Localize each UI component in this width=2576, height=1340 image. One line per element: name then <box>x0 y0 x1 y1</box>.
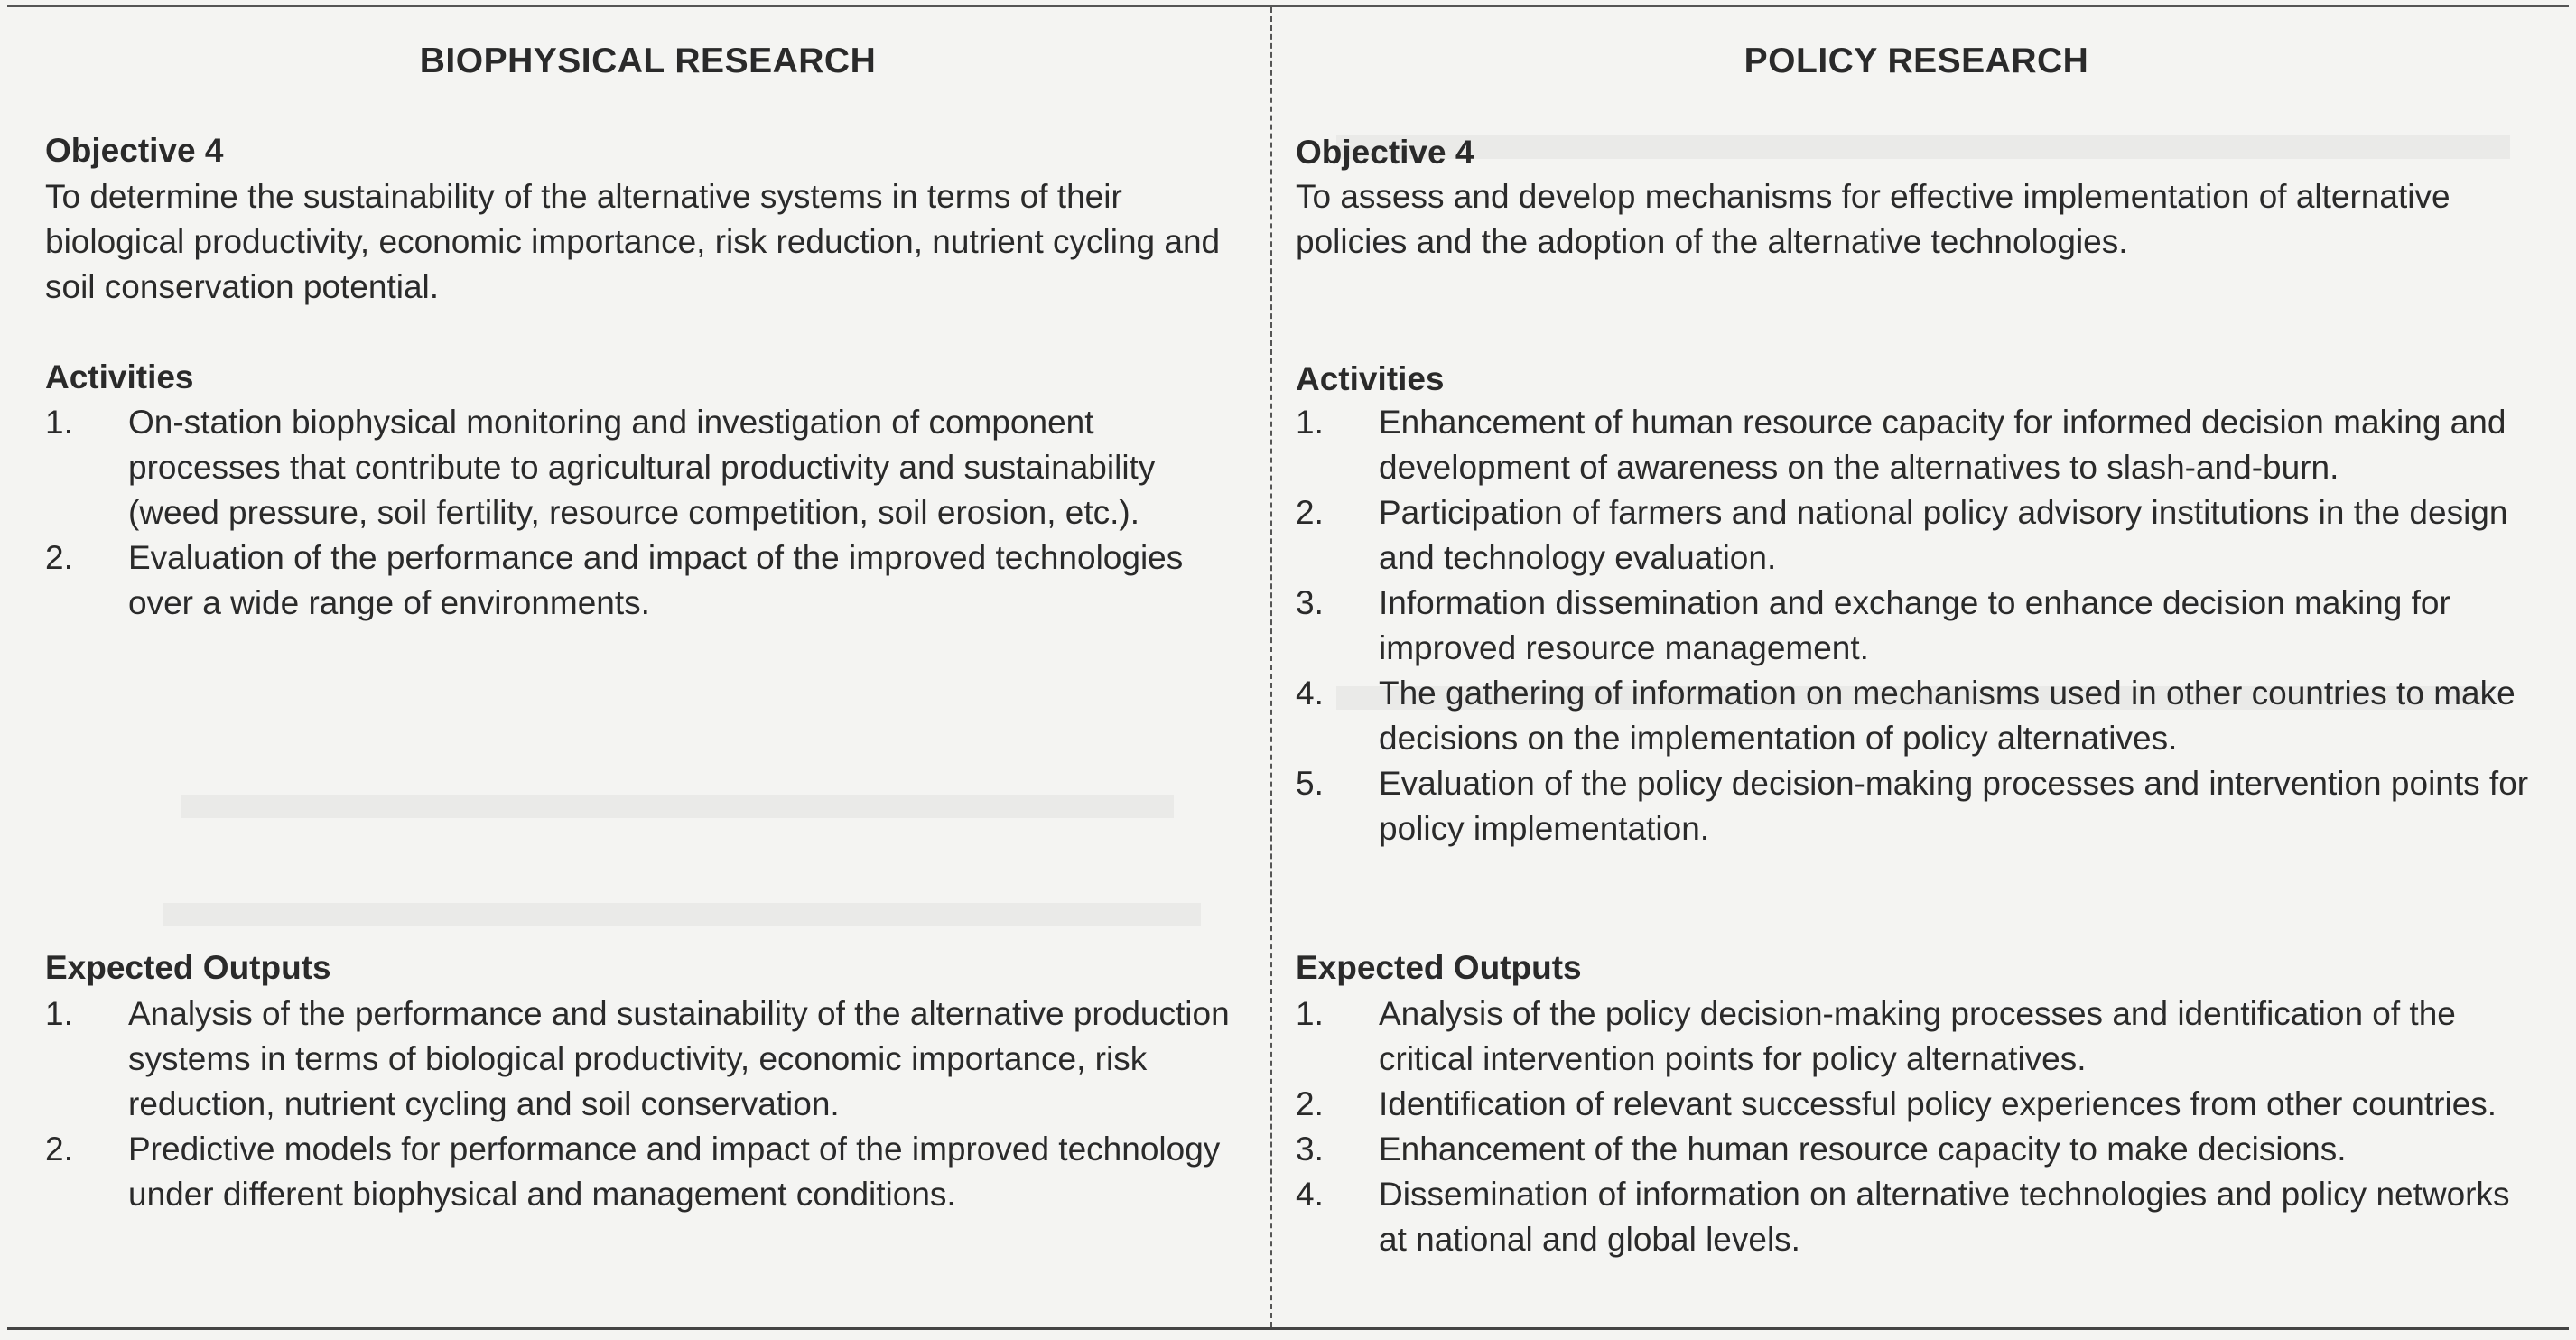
outputs-list <box>45 991 1251 1217</box>
activities-label: Activities <box>1296 360 1445 397</box>
outputs-list <box>1296 991 2537 1262</box>
activities-list <box>45 400 1251 626</box>
item-text: Predictive models for performance and impact of the improved technology under different biophysical and management conditions. <box>128 1131 1221 1213</box>
item-number: 3. <box>1296 584 1324 621</box>
item-number: 2. <box>45 1131 73 1168</box>
item-number: 1. <box>1296 995 1324 1032</box>
show-through-smudge <box>1336 135 2510 159</box>
item-number: 4. <box>1296 675 1324 712</box>
expected-outputs-label: Expected Outputs <box>1296 949 1582 986</box>
item-text: Enhancement of the human resource capacity to make decisions. <box>1379 1131 2347 1168</box>
objective-text: To determine the sustainability of the alternative systems in terms of their biological productivity, economic importance, risk reduction, nutrient cycling and soil conservation potential. <box>45 178 1221 305</box>
list-item <box>1296 1082 2537 1127</box>
list-item <box>1296 1172 2537 1262</box>
activities-label: Activities <box>45 358 194 395</box>
item-number: 2. <box>1296 494 1324 531</box>
item-text: On-station biophysical monitoring and investigation of component processes that contribute to agricultural productivity and sustainability (weed pressure, soil fertility, resource competition, soil erosion, etc.). <box>128 404 1156 531</box>
item-text: Participation of farmers and national policy advisory institutions in the design and technology evaluation. <box>1379 494 2508 576</box>
item-number: 1. <box>45 404 73 441</box>
item-number: 5. <box>1296 765 1324 802</box>
item-text: Analysis of the performance and sustainability of the alternative production systems in terms of biological productivity, economic importance, risk reduction, nutrient cycling and soil conservation. <box>128 995 1230 1122</box>
list-item <box>45 400 1251 535</box>
list-item <box>1296 400 2537 490</box>
column-heading: BIOPHYSICAL RESEARCH <box>419 42 877 80</box>
item-number: 2. <box>45 539 73 576</box>
item-text: The gathering of information on mechanisms used in other countries to make decisions on the implementation of policy alternatives. <box>1379 675 2516 757</box>
show-through-smudge <box>181 795 1174 818</box>
column-heading: POLICY RESEARCH <box>1744 42 2089 80</box>
item-number: 1. <box>1296 404 1324 441</box>
list-item <box>1296 991 2537 1082</box>
item-text: Analysis of the policy decision-making processes and identification of the critical intervention points for policy alternatives. <box>1379 995 2456 1077</box>
column-divider <box>1270 7 1272 1327</box>
list-item <box>1296 581 2537 671</box>
show-through-smudge <box>163 903 1201 926</box>
item-text: Dissemination of information on alternative technologies and policy networks at national and global levels. <box>1379 1176 2510 1258</box>
item-text: Enhancement of human resource capacity for informed decision making and development of awareness on the alternatives to slash-and-burn. <box>1379 404 2506 486</box>
list-item <box>1296 490 2537 581</box>
item-text: Information dissemination and exchange to enhance decision making for improved resource management. <box>1379 584 2450 666</box>
bottom-rule <box>7 1327 2569 1330</box>
list-item <box>1296 671 2537 761</box>
objective-label: Objective 4 <box>45 132 224 169</box>
item-number: 4. <box>1296 1176 1324 1213</box>
item-text: Identification of relevant successful policy experiences from other countries. <box>1379 1085 2497 1122</box>
list-item <box>45 991 1251 1127</box>
list-item <box>45 535 1251 626</box>
list-item <box>1296 1127 2537 1172</box>
item-text: Evaluation of the policy decision-making processes and intervention points for policy implementation. <box>1379 765 2529 847</box>
item-text: Evaluation of the performance and impact of the improved technologies over a wide range of environments. <box>128 539 1184 621</box>
objective-label: Objective 4 <box>1296 134 1474 171</box>
item-number: 2. <box>1296 1085 1324 1122</box>
top-rule <box>7 5 2569 7</box>
objective-text: To assess and develop mechanisms for effective implementation of alternative policies and the adoption of the alternative technologies. <box>1296 178 2450 260</box>
activities-list <box>1296 400 2537 851</box>
list-item <box>45 1127 1251 1217</box>
list-item <box>1296 761 2537 851</box>
item-number: 3. <box>1296 1131 1324 1168</box>
expected-outputs-label: Expected Outputs <box>45 949 331 986</box>
item-number: 1. <box>45 995 73 1032</box>
